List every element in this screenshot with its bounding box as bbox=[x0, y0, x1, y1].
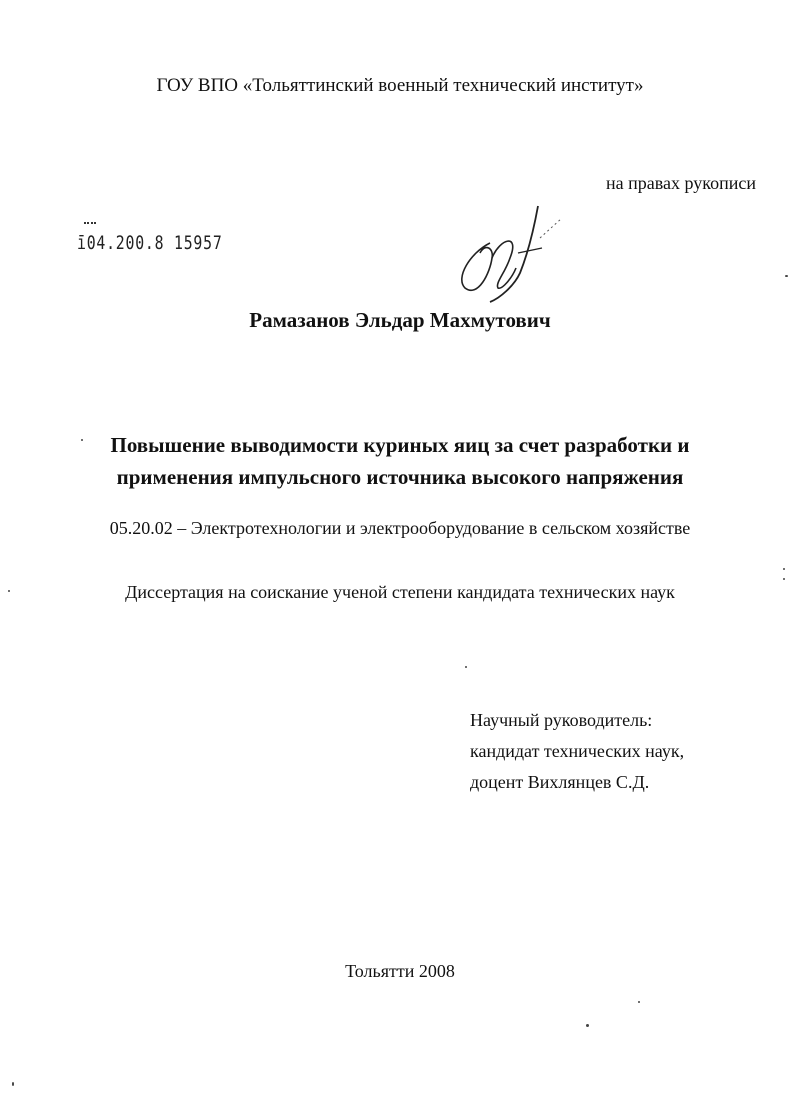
scan-speck bbox=[783, 568, 785, 570]
rights-note: на правах рукописи bbox=[606, 173, 756, 193]
scan-speck bbox=[638, 1001, 640, 1003]
scan-speck bbox=[465, 666, 467, 668]
city-year: Тольятти 2008 bbox=[345, 961, 455, 981]
scan-speck bbox=[586, 1024, 589, 1027]
scan-speck bbox=[785, 275, 788, 277]
thesis-title-line-1: Повышение выводимости куриных яиц за счет разработки и bbox=[110, 433, 690, 457]
specialty-code: 05.20.02 – Электротехнологии и электрооборудование в сельском хозяйстве bbox=[109, 518, 691, 538]
scan-speck bbox=[12, 1082, 14, 1086]
institute-name: ГОУ ВПО «Тольяттинский военный технический институт» bbox=[156, 75, 644, 96]
registration-number: ī04.200.8 15957 bbox=[77, 232, 223, 254]
supervisor-label: Научный руководитель: bbox=[470, 710, 653, 730]
scan-speck bbox=[81, 439, 83, 441]
scan-speck bbox=[8, 590, 10, 592]
supervisor-block bbox=[470, 705, 684, 798]
scan-speck bbox=[783, 578, 785, 580]
registration-mark bbox=[84, 222, 96, 227]
thesis-title-line-2: применения импульсного источника высокого напряжения bbox=[116, 465, 684, 489]
supervisor-name: доцент Вихлянцев С.Д. bbox=[470, 772, 650, 792]
supervisor-degree: кандидат технических наук, bbox=[470, 741, 685, 761]
thesis-title bbox=[0, 429, 800, 493]
handwritten-signature bbox=[450, 198, 570, 308]
dissertation-type: Диссертация на соискание ученой степени кандидата технических наук bbox=[125, 582, 675, 602]
author-name: Рамазанов Эльдар Махмутович bbox=[249, 308, 551, 332]
